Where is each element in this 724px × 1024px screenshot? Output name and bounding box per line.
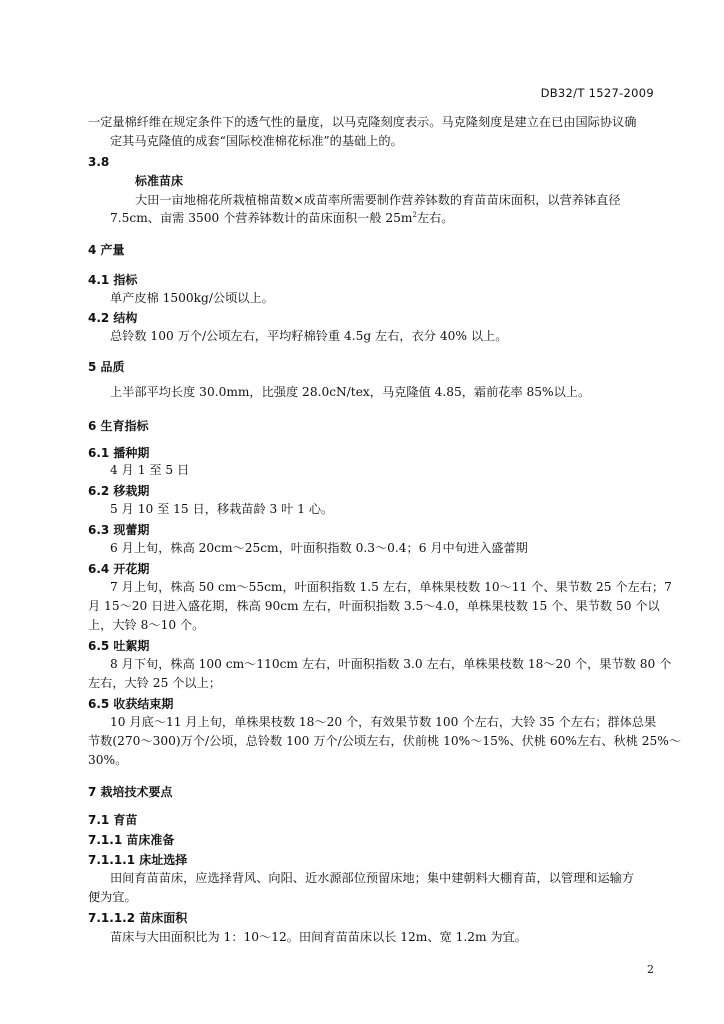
body-line: 苗床与大田面积比为 1：10～12。田间育苗苗床以长 12m、宽 1.2m 为宜。 bbox=[110, 930, 527, 944]
subsection-heading: 7.1.1 苗床准备 bbox=[88, 833, 175, 847]
page-number: 2 bbox=[647, 963, 654, 976]
standard-number: DB32/T 1527-2009 bbox=[540, 86, 654, 100]
body-line: 8 月下旬，株高 100 cm～110cm 左右，叶面积指数 3.0 左右，单株果枝数 18～20 个，果节数 80 个 bbox=[110, 657, 672, 671]
subsection-heading: 7.1 育苗 bbox=[88, 813, 138, 827]
superscript: 2 bbox=[412, 211, 417, 219]
section-heading: 5 品质 bbox=[88, 360, 125, 374]
subsection-heading: 6.4 开花期 bbox=[88, 562, 150, 576]
subsection-heading: 4.2 结构 bbox=[88, 311, 138, 325]
body-line: 大田一亩地棉花所栽植棉苗数×成苗率所需要制作营养钵数的育苗苗床面积，以营养钵直径 bbox=[135, 193, 621, 207]
section-heading: 7 栽培技术要点 bbox=[88, 785, 173, 799]
term-heading: 标准苗床 bbox=[135, 174, 184, 188]
section-number: 3.8 bbox=[88, 155, 110, 169]
section-heading: 6 生育指标 bbox=[88, 419, 149, 433]
body-line: 左右，大铃 25 个以上； bbox=[88, 676, 221, 690]
subsection-heading: 7.1.1.2 苗床面积 bbox=[88, 911, 188, 925]
subsection-heading: 6.2 移栽期 bbox=[88, 484, 150, 498]
body-line: 30%。 bbox=[88, 753, 128, 767]
body-text: 7.5cm、亩需 3500 个营养钵数计的苗床面积一般 25m bbox=[110, 211, 413, 225]
subsection-heading: 6.5 吐絮期 bbox=[88, 639, 150, 653]
body-text: 左右。 bbox=[416, 211, 454, 225]
body-line: 节数(270～300)万个/公顷，总铃数 100 万个/公顷左右，伏前桃 10%～15%、伏桃 60%左右、秋桃 25%～ bbox=[88, 734, 682, 748]
body-line: 上，大铃 8～10 个。 bbox=[88, 618, 205, 632]
body-line: 6 月上旬，株高 20cm～25cm，叶面积指数 0.3～0.4；6 月中旬进入盛蕾期 bbox=[110, 541, 528, 555]
body-line: 定其马克隆值的成套“国际校准棉花标准”的基础上的。 bbox=[110, 134, 403, 148]
subsection-heading: 6.1 播种期 bbox=[88, 446, 150, 460]
body-line: 上半部平均长度 30.0mm，比强度 28.0cN/tex，马克隆值 4.85，霜前花率 85%以上。 bbox=[110, 385, 591, 399]
subsection-heading: 6.5 收获结束期 bbox=[88, 697, 174, 711]
body-line: 一定量棉纤维在规定条件下的透气性的量度，以马克隆刻度表示。马克隆刻度是建立在已由国际协议确 bbox=[88, 115, 637, 129]
body-line: 10 月底～11 月上旬，单株果枝数 18～20 个，有效果节数 100 个左右，大铃 35 个左右；群体总果 bbox=[110, 715, 657, 729]
section-heading: 4 产量 bbox=[88, 243, 125, 257]
body-line: 总铃数 100 万个/公顷左右，平均籽棉铃重 4.5g 左右，衣分 40% 以上。 bbox=[110, 329, 508, 343]
subsection-heading: 6.3 现蕾期 bbox=[88, 523, 150, 537]
body-line: 田间育苗苗床，应选择背风、向阳、近水源部位预留床地；集中建朝料大棚育苗，以管理和运输方 bbox=[110, 871, 635, 885]
subsection-heading: 7.1.1.1 床址选择 bbox=[88, 853, 188, 867]
body-line bbox=[110, 210, 454, 226]
subsection-heading: 4.1 指标 bbox=[88, 273, 138, 287]
body-line: 4 月 1 至 5 日 bbox=[110, 463, 190, 477]
body-line: 月 15～20 日进入盛花期，株高 90cm 左右，叶面积指数 3.5～4.0，单株果枝数 15 个、果节数 50 个以 bbox=[88, 599, 660, 613]
body-line: 便为宜。 bbox=[88, 890, 137, 904]
body-line: 单产皮棉 1500kg/公顷以上。 bbox=[110, 291, 274, 305]
body-line: 7 月上旬，株高 50 cm～55cm，叶面积指数 1.5 左右，单株果枝数 10～11 个、果节数 25 个左右；7 bbox=[110, 580, 672, 594]
body-line: 5 月 10 至 15 日，移栽苗龄 3 叶 1 心。 bbox=[110, 502, 334, 516]
